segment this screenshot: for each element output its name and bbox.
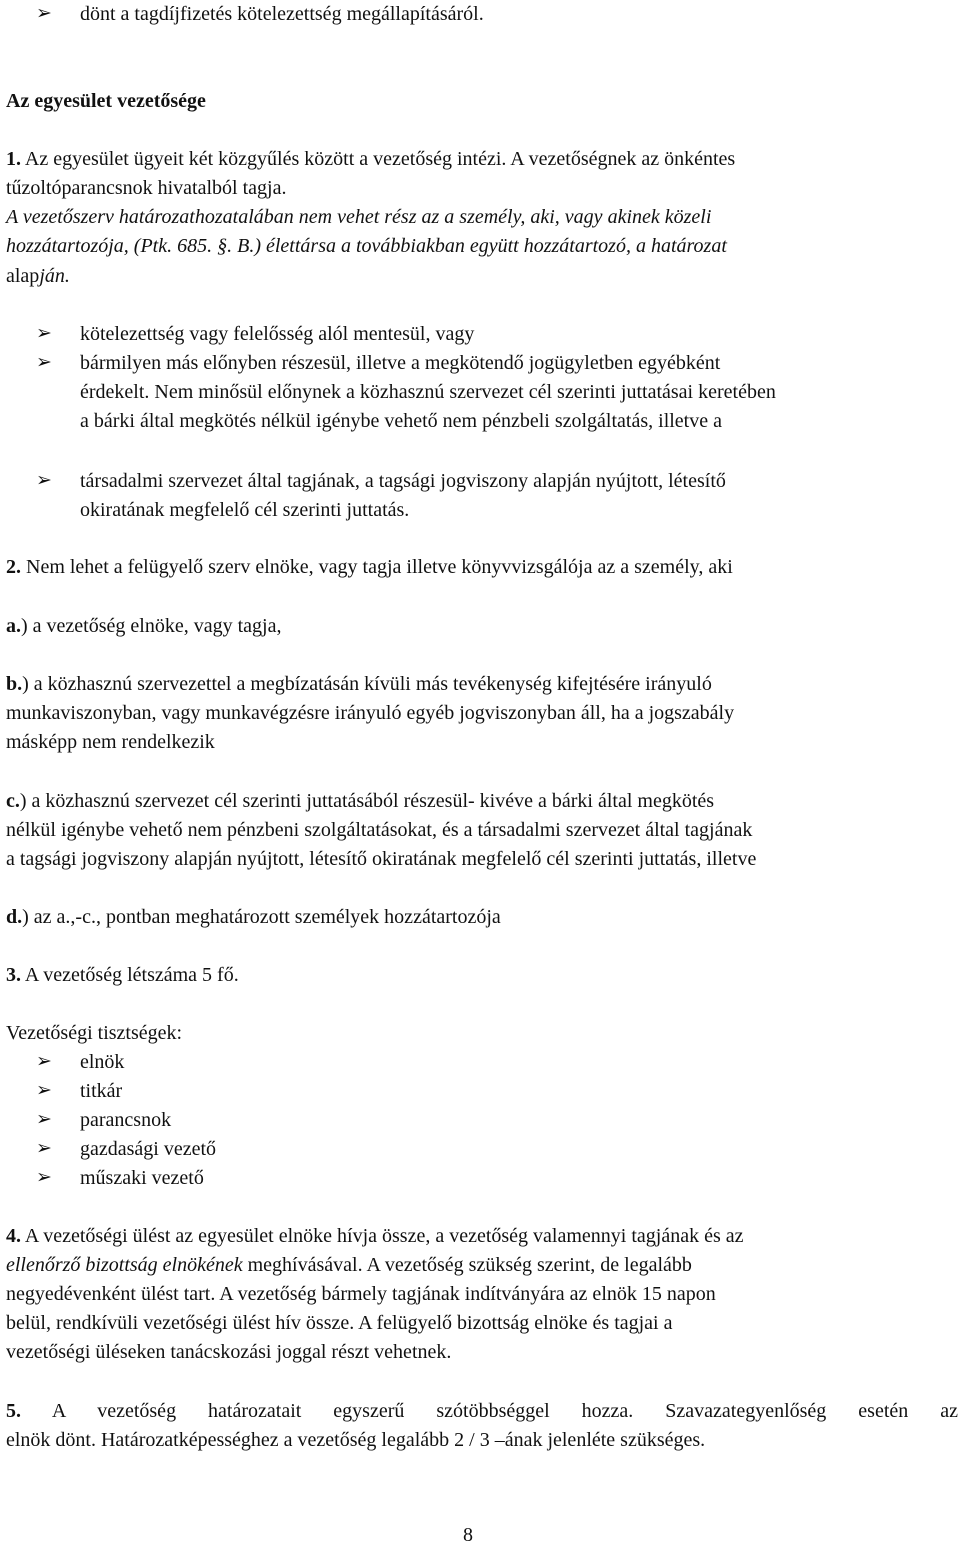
paragraph-2-number: 2. bbox=[6, 556, 21, 578]
bullet-text: kötelezettség vagy felelősség alól mentesül, vagy bbox=[80, 323, 475, 345]
arrow-bullet-icon: ➢ bbox=[36, 3, 52, 24]
paragraph-1-line-2: tűzoltóparancsnok hivatalból tagja. bbox=[6, 177, 287, 199]
section-title: Az egyesület vezetősége bbox=[6, 90, 206, 112]
item-c-line-3: a tagsági jogviszony alapján nyújtott, létesítő okiratának megfelelő cél szerinti juttatás, illetve bbox=[6, 848, 757, 870]
paragraph-1-italic-line-2: hozzátartozója, (Ptk. 685. §. B.) élettársa a továbbiakban együtt hozzátartozó, a határozat bbox=[6, 235, 727, 257]
paragraph-2: 2. Nem lehet a felügyelő szerv elnöke, vagy tagja illetve könyvvizsgálója az a személy, aki bbox=[6, 556, 733, 578]
arrow-bullet-icon: ➢ bbox=[36, 1080, 52, 1101]
office-item: titkár bbox=[80, 1080, 123, 1102]
page-number: 8 bbox=[463, 1524, 473, 1546]
office-item: gazdasági vezető bbox=[80, 1138, 217, 1160]
paragraph-5-line-1: 5. A vezetőség határozatait egyszerű szótöbbséggel hozza. Szavazategyenlőség esetén az bbox=[6, 1400, 958, 1422]
item-c-line-2: nélkül igénybe vehető nem pénzbeni szolgáltatásokat, és a társadalmi szervezet által tagjának bbox=[6, 819, 753, 841]
item-a: a.) a vezetőség elnöke, vagy tagja, bbox=[6, 615, 282, 637]
paragraph-1-line-last: alapján. bbox=[6, 265, 70, 287]
paragraph-5-line-2: elnök dönt. Határozatképességhez a vezetőség legalább 2 / 3 –ának jelenléte szükséges. bbox=[6, 1429, 706, 1451]
intro-bullet-text: dönt a tagdíjfizetés kötelezettség megállapításáról. bbox=[80, 3, 484, 25]
item-d: d.) az a.,-c., pontban meghatározott személyek hozzátartozója bbox=[6, 906, 501, 928]
bullet-text: bármilyen más előnyben részesül, illetve a megkötendő jogügyletben egyébként bbox=[80, 352, 721, 374]
bullet-text: társadalmi szervezet által tagjának, a tagsági jogviszony alapján nyújtott, létesítő bbox=[80, 470, 726, 492]
paragraph-1-number: 1. bbox=[6, 148, 21, 170]
paragraph-4-line-2: ellenőrző bizottság elnökének meghívásával. A vezetőség szükség szerint, de legalább bbox=[6, 1254, 692, 1276]
paragraph-3: 3. A vezetőség létszáma 5 fő. bbox=[6, 964, 239, 986]
item-b-line-3: másképp nem rendelkezik bbox=[6, 731, 215, 753]
bullet-continuation: a bárki által megkötés nélkül igénybe vehető nem pénzbeli szolgáltatás, illetve a bbox=[80, 410, 722, 432]
arrow-bullet-icon: ➢ bbox=[36, 1167, 52, 1188]
arrow-bullet-icon: ➢ bbox=[36, 470, 52, 491]
paragraph-1-line-1: 1. Az egyesület ügyeit két közgyűlés között a vezetőség intézi. A vezetőségnek az önkéntes bbox=[6, 148, 736, 170]
arrow-bullet-icon: ➢ bbox=[36, 1051, 52, 1072]
paragraph-1-italic-line-1: A vezetőszerv határozathozatalában nem vehet rész az a személy, aki, vagy akinek közeli bbox=[6, 206, 712, 228]
paragraph-4-line-5: vezetőségi üléseken tanácskozási joggal részt vehetnek. bbox=[6, 1341, 452, 1363]
item-b-line-2: munkaviszonyban, vagy munkavégzésre irányuló egyéb jogviszonyban áll, ha a jogszabály bbox=[6, 702, 735, 724]
paragraph-4-line-1: 4. A vezetőségi ülést az egyesület elnöke hívja össze, a vezetőség valamennyi tagjának és az bbox=[6, 1225, 744, 1247]
arrow-bullet-icon: ➢ bbox=[36, 352, 52, 373]
item-b-line-1: b.) a közhasznú szervezettel a megbízatásán kívüli más tevékenység kifejtésére irányuló bbox=[6, 673, 712, 695]
bullet-continuation: okiratának megfelelő cél szerinti juttatás. bbox=[80, 499, 410, 521]
office-item: parancsnok bbox=[80, 1109, 172, 1131]
arrow-bullet-icon: ➢ bbox=[36, 323, 52, 344]
paragraph-4-line-3: negyedévenként ülést tart. A vezetőség bármely tagjának indítványára az elnök 15 napon bbox=[6, 1283, 716, 1305]
office-item: elnök bbox=[80, 1051, 125, 1073]
office-item: műszaki vezető bbox=[80, 1167, 204, 1189]
arrow-bullet-icon: ➢ bbox=[36, 1138, 52, 1159]
offices-title: Vezetőségi tisztségek: bbox=[6, 1022, 183, 1044]
bullet-continuation: érdekelt. Nem minősül előnynek a közhasznú szervezet cél szerinti juttatásai keretében bbox=[80, 381, 776, 403]
paragraph-4-line-4: belül, rendkívüli vezetőségi ülést hív össze. A felügyelő bizottság elnöke és tagjai a bbox=[6, 1312, 673, 1334]
item-c-line-1: c.) a közhasznú szervezet cél szerinti juttatásából részesül- kivéve a bárki által megkötés bbox=[6, 790, 715, 812]
arrow-bullet-icon: ➢ bbox=[36, 1109, 52, 1130]
